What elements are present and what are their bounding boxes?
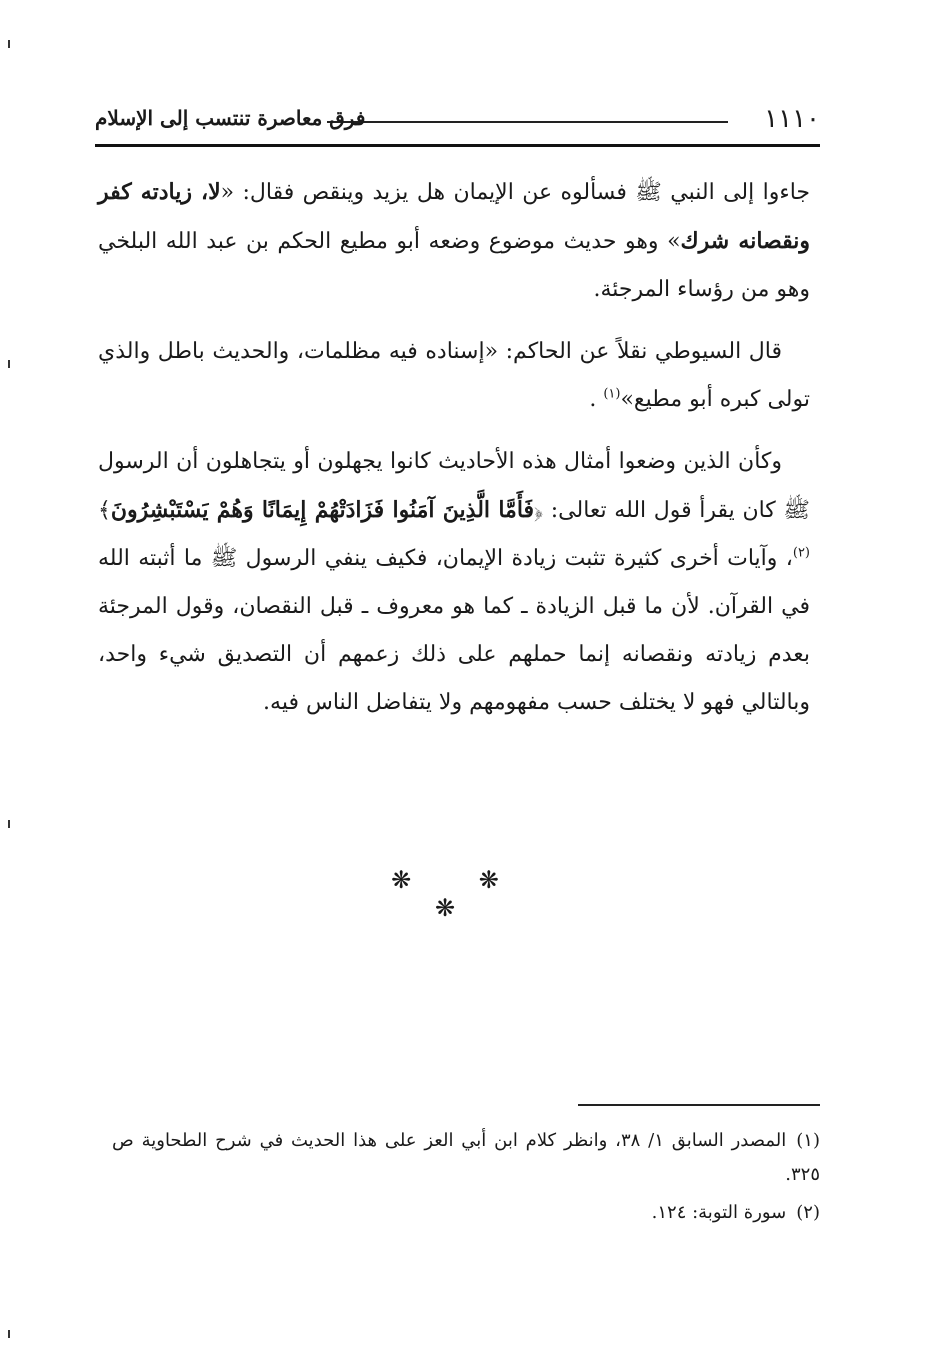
paragraph-1-rest: » وهو حديث موضوع وضعه أبو مطيع الحكم بن عبد الله البلخي وهو من رؤساء المرجئة. (98, 229, 810, 302)
header-rule (95, 144, 820, 147)
paragraph-2 (98, 328, 810, 424)
paragraph-1 (98, 168, 810, 314)
footnote-1-number: (١) (796, 1130, 820, 1151)
footnote-2-text: سورة التوبة: ١٢٤. (651, 1202, 787, 1223)
page-number: ١١١٠ (764, 104, 820, 134)
paragraph-2-text: قال السيوطي نقلاً عن الحاكم: «إسناده فيه مظلمات، والحديث باطل والذي تولى كبره أبو مطيع» (98, 339, 810, 412)
running-title: فرق معاصرة تنتسب إلى الإسلام (95, 106, 366, 130)
hadith-quote: لا، زيادته كفر ونقصانه شرك (98, 179, 810, 254)
paragraph-3 (98, 438, 810, 727)
footnote-2-number: (٢) (796, 1202, 820, 1223)
header-dash-line (327, 121, 728, 123)
scan-margin-mark (8, 40, 10, 48)
paragraph-2-end: . (589, 387, 604, 412)
footnote-2 (112, 1196, 820, 1230)
paragraph-1-lead: جاءوا إلى النبي ﷺ فسألوه عن الإيمان هل يزيد وينقص فقال: « (220, 180, 811, 205)
footnote-ref-1[interactable]: (١) (603, 386, 621, 402)
running-header (95, 100, 820, 144)
scan-margin-mark (8, 360, 10, 368)
footnote-rule (578, 1104, 820, 1106)
paragraph-3-rest: ، وآيات أخرى كثيرة تثبت زيادة الإيمان، فكيف ينفي الرسول ﷺ ما أثبته الله في القرآن. لأن ما قبل الزيادة ـ كما هو معروف ـ قبل النقصان، وقول المرجئة بعدم زيادته ونقصانه إنما حملهم على ذلك زعمهم أن التصديق شيء واحد، وبالتالي فهو لا يختلف حسب مفهومهم ولا يتفاضل الناس فيه. (98, 546, 810, 715)
main-text (98, 168, 810, 741)
footnote-ref-2[interactable]: (٢) (792, 545, 810, 561)
footnotes (112, 1124, 820, 1234)
scan-margin-mark (8, 820, 10, 828)
quran-verse: فَأَمَّا الَّذِينَ آمَنُوا فَزَادَتْهُمْ إِيمَانًا وَهُمْ يَسْتَبْشِرُونَ (110, 497, 535, 523)
footnote-1 (112, 1124, 820, 1192)
paragraph-3-lead: وكأن الذين وضعوا أمثال هذه الأحاديث كانوا يجهلون أو يتجاهلون أن الرسول ﷺ كان يقرأ قول الله تعالى: ﴿ (98, 449, 810, 523)
section-separator: ❋ ❋ ❋ (391, 866, 529, 922)
scan-margin-mark (8, 1330, 10, 1338)
footnote-1-text: المصدر السابق ١/ ٣٨، وانظر كلام ابن أبي العز على هذا الحديث في شرح الطحاوية ص ٣٢٥. (112, 1130, 820, 1185)
verse-close-bracket: ﴾ (98, 498, 111, 523)
